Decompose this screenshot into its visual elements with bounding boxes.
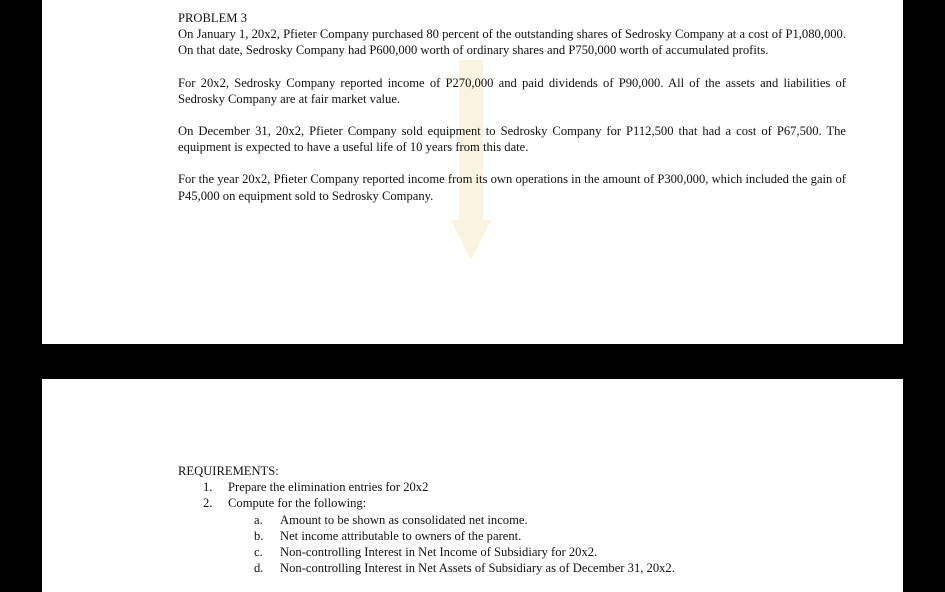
sub-requirement-letter: d. (254, 561, 264, 576)
requirements-section (178, 463, 846, 576)
requirements-heading: REQUIREMENTS: (178, 464, 279, 478)
sub-requirements-list (178, 512, 846, 577)
sub-requirement-item (178, 544, 846, 560)
problem-paragraph: For the year 20x2, Pfieter Company reported income from its own operations in the amount of P300,000, which included the gain of P45,000 on equipment sold to Sedrosky Company. (178, 172, 846, 203)
requirements-list (178, 479, 846, 511)
document-page-bottom (42, 379, 903, 592)
sub-requirement-letter: b. (254, 528, 264, 543)
requirement-number: 2. (203, 496, 213, 511)
sub-requirement-text: Net income attributable to owners of the parent. (280, 528, 522, 543)
sub-requirement-text: Non-controlling Interest in Net Assets of Subsidiary as of December 31, 20x2. (280, 561, 675, 576)
requirement-text: Prepare the elimination entries for 20x2 (228, 480, 429, 495)
requirement-item (178, 495, 846, 511)
sub-requirement-item (178, 560, 846, 576)
sub-requirement-letter: c. (254, 545, 263, 560)
problem-section (178, 10, 846, 220)
requirement-item (178, 479, 846, 495)
sub-requirement-text: Amount to be shown as consolidated net income. (280, 512, 528, 527)
problem-paragraph: On December 31, 20x2, Pfieter Company sold equipment to Sedrosky Company for P112,500 that had a cost of P67,500. The equipment is expected to have a useful life of 10 years from this date. (178, 124, 846, 155)
sub-requirement-item (178, 512, 846, 528)
problem-paragraph: On January 1, 20x2, Pfieter Company purchased 80 percent of the outstanding shares of Sedrosky Company at a cost of P1,080,000. On that date, Sedrosky Company had P600,000 worth of ordinary shares and P750,000 worth of accumulated profits. (178, 27, 846, 58)
sub-requirement-text: Non-controlling Interest in Net Income of Subsidiary for 20x2. (280, 545, 598, 560)
sub-requirement-letter: a. (254, 512, 263, 527)
requirement-text: Compute for the following: (228, 496, 367, 511)
requirement-number: 1. (203, 480, 213, 495)
sub-requirement-item (178, 528, 846, 544)
problem-paragraph: For 20x2, Sedrosky Company reported income of P270,000 and paid dividends of P90,000. All of the assets and liabilities of Sedrosky Company are at fair market value. (178, 75, 846, 106)
document-page-top (42, 0, 903, 344)
problem-title: PROBLEM 3 (178, 11, 247, 25)
